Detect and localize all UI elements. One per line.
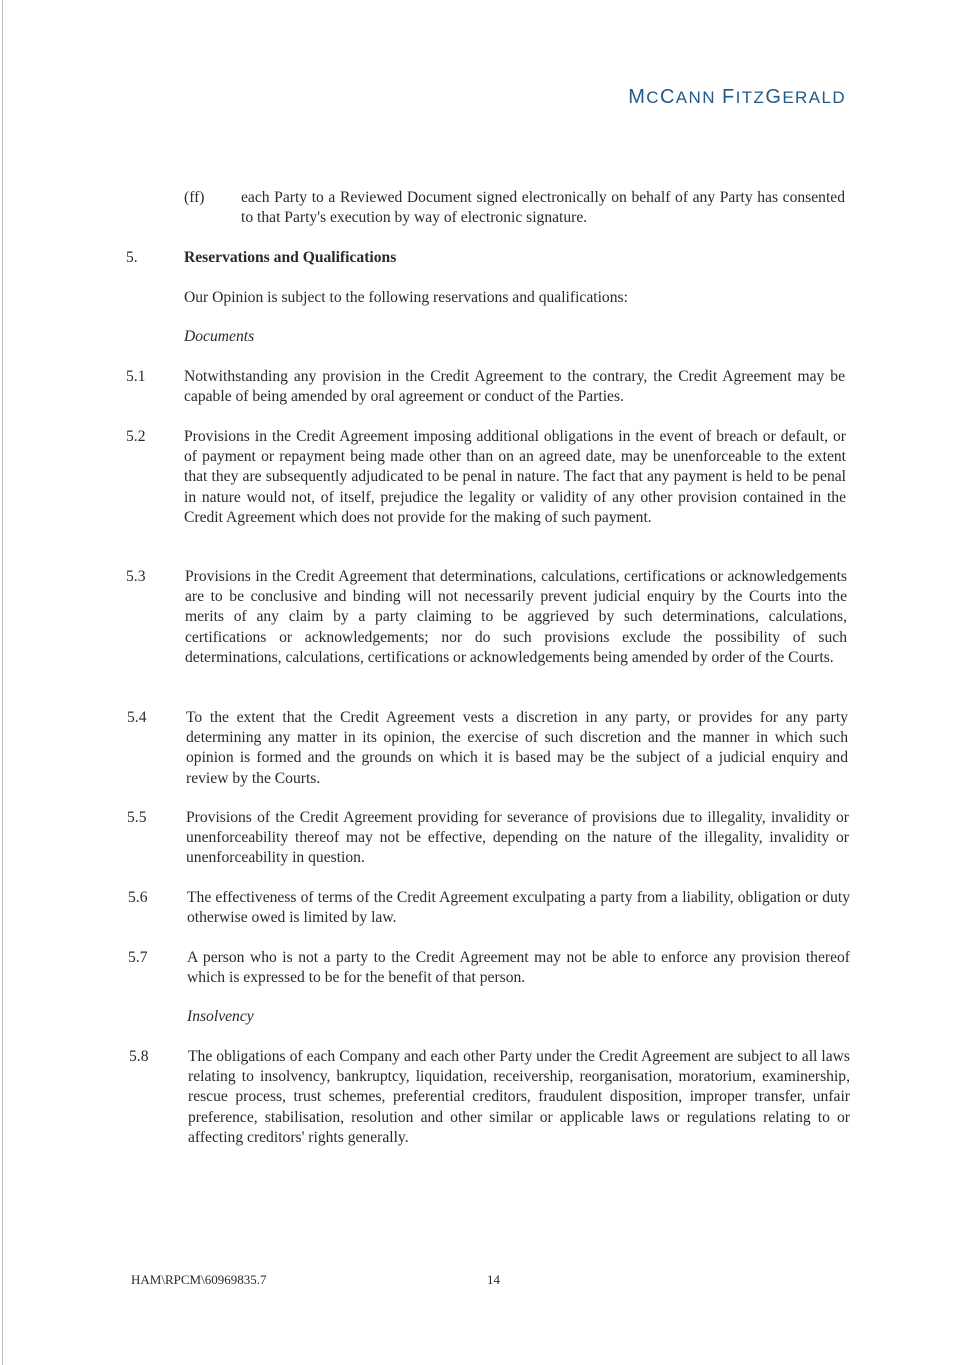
section-intro: Our Opinion is subject to the following reservations and qualifications: [184, 289, 628, 306]
clause-text: A person who is not a party to the Credit Agreement may not be able to enforce any provision thereof which is expressed to be for the benefit of that person. [187, 949, 850, 987]
item-ff-label: (ff) [184, 189, 205, 206]
clause-text: Provisions of the Credit Agreement providing for severance of provisions due to illegality, invalidity or unenforceability thereof may not be effective, depending on the nature of the illegality, invalidity or unenforceability in question. [186, 809, 849, 867]
document-reference: HAM\RPCM\60969835.7 [131, 1272, 267, 1287]
letterhead-part: G [765, 86, 783, 108]
firm-letterhead [628, 86, 846, 109]
letterhead-part: F [722, 86, 736, 108]
item-ff-text: each Party to a Reviewed Document signed electronically on behalf of any Party has consented to that Party's execution by way of electronic signature. [241, 189, 845, 227]
clause-number: 5.1 [126, 368, 146, 385]
letterhead-part: C [646, 88, 660, 107]
clause-number: 5.7 [128, 949, 148, 966]
subheading-insolvency: Insolvency [187, 1008, 254, 1025]
clause-number: 5.5 [127, 809, 147, 826]
clause-text: The effectiveness of terms of the Credit Agreement exculpating a party from a liability, obligation or duty otherwise owed is limited by law. [187, 889, 850, 927]
clause-text: Provisions in the Credit Agreement that determinations, calculations, certifications or acknowledgements are to be conclusive and binding will not necessarily prevent judicial enquiry by the Courts into the merits of any claim by a party claiming to be aggrieved by such determinations, calculations, certifications or acknowledgements; nor do such provisions exclude the possibility of such determinations, calculations, certifications or acknowledgements being amended by order of the Courts. [185, 568, 847, 666]
letterhead-part: ERALD [782, 88, 846, 107]
clause-number: 5.2 [126, 428, 146, 445]
clause-text: Provisions in the Credit Agreement imposing additional obligations in the event of breach or default, or of payment or repayment being made other than on an agreed date, may be unenforceable to the extent that they are subsequently adjudicated to be penal in nature. The fact that any payment is held to be penal in nature would not, of itself, prejudice the legality or validity of any other provision contained in the Credit Agreement which does not provide for the making of such payment. [184, 428, 846, 526]
letterhead-part: M [628, 86, 647, 108]
clause-text: Notwithstanding any provision in the Credit Agreement to the contrary, the Credit Agreement may be capable of being amended by oral agreement or conduct of the Parties. [184, 368, 845, 406]
page-edge [2, 0, 3, 1365]
clause-number: 5.4 [127, 709, 147, 726]
clause-number: 5.6 [128, 889, 148, 906]
page-number: 14 [487, 1272, 500, 1287]
letterhead-part: ANN [675, 88, 723, 107]
clause-number: 5.3 [126, 568, 146, 585]
section-number: 5. [126, 249, 138, 266]
letterhead-part: C [659, 86, 676, 108]
clause-text: The obligations of each Company and each other Party under the Credit Agreement are subject to all laws relating to insolvency, bankruptcy, liquidation, receivership, reorganisation, moratorium, examinership, rescue process, trust schemes, preferential creditors, fraudulent disposition, improper transfer, unfair preference, stabilisation, resolution and other similar or applicable laws or regulations relating to or affecting creditors' rights generally. [188, 1048, 850, 1146]
subheading-documents: Documents [184, 328, 255, 345]
clause-number: 5.8 [129, 1048, 149, 1065]
section-title: Reservations and Qualifications [184, 249, 397, 266]
clause-text: To the extent that the Credit Agreement vests a discretion in any party, or provides for any party determining any matter in its opinion, the exercise of such discretion and the manner in which such opinion is formed and the grounds on which it is based may be the subject of a judicial enquiry and review by the Courts. [186, 709, 848, 787]
letterhead-part: ITZ [735, 88, 766, 107]
